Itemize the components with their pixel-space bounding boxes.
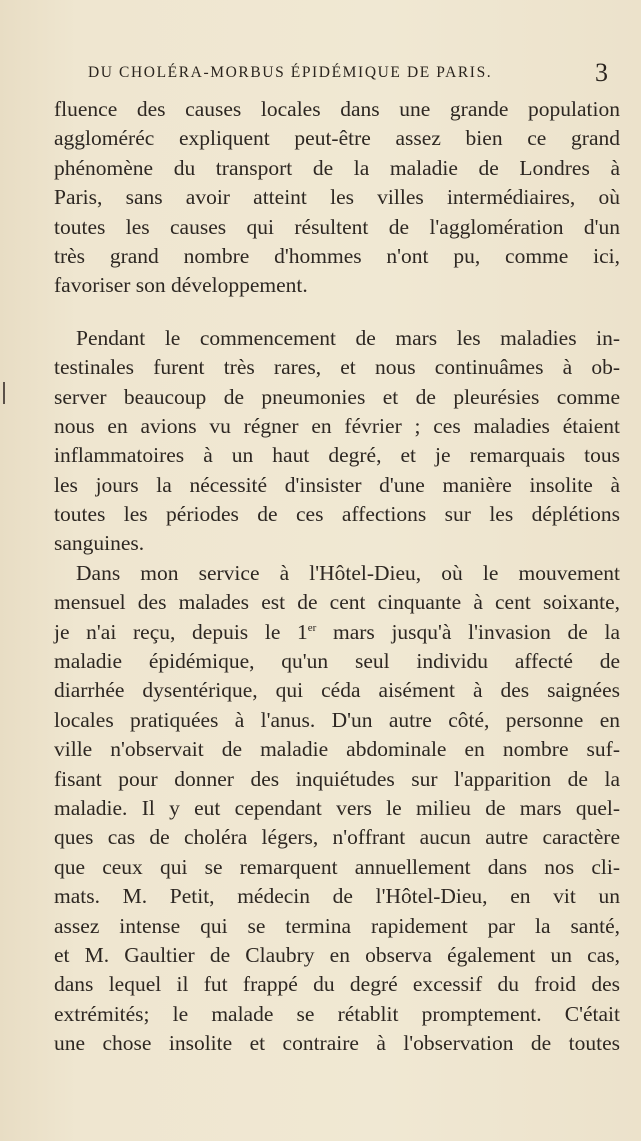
- page-header: [88, 58, 608, 92]
- paragraph-2: [54, 324, 620, 559]
- text-line: sanguines.: [54, 531, 145, 556]
- text-line: toutes les causes qui résultent de l'agglomération d'un: [54, 214, 620, 239]
- text-line: favoriser son développement.: [54, 273, 308, 298]
- text-line: maladie épidémique, qu'un seul individu affecté de: [54, 649, 620, 674]
- text-line: Dans mon service à l'Hôtel-Dieu, où le mouvement: [76, 560, 620, 585]
- text-line: server beaucoup de pneumonies et de pleurésies comme: [54, 384, 620, 409]
- text-line: toutes les périodes de ces affections sur les déplétions: [54, 502, 620, 527]
- text-line: locales pratiquées à l'anus. D'un autre côté, personne en: [54, 707, 620, 732]
- text-line: une chose insolite et contraire à l'observation de toutes: [54, 1031, 620, 1056]
- text-line: assez intense qui se termina rapidement par la santé,: [54, 913, 620, 938]
- page-number: 3: [595, 58, 608, 87]
- paragraph-3: [54, 559, 620, 1059]
- body-text: [54, 95, 620, 1059]
- text-line: fisant pour donner des inquiétudes sur l'apparition de la: [54, 766, 620, 791]
- text-line: mensuel des malades est de cent cinquante à cent soixante,: [54, 590, 620, 615]
- text-line: phénomène du transport de la maladie de Londres à: [54, 155, 620, 180]
- text-line: ville n'observait de maladie abdominale en nombre suf-: [54, 737, 620, 762]
- running-head: DU CHOLÉRA-MORBUS ÉPIDÉMIQUE DE PARIS.: [88, 64, 493, 81]
- text-line: aggloméréc expliquent peut-être assez bien ce grand: [54, 126, 620, 151]
- text-line: maladie. Il y eut cependant vers le milieu de mars quel-: [54, 795, 620, 820]
- text-line: je n'ai reçu, depuis le 1er mars jusqu'à l'invasion de la: [54, 619, 620, 644]
- text-line: inflammatoires à un haut degré, et je remarquais tous: [54, 443, 620, 468]
- text-line: Paris, sans avoir atteint les villes intermédiaires, où: [54, 185, 620, 210]
- text-line: Pendant le commencement de mars les maladies in-: [76, 325, 620, 350]
- text-line: extrémités; le malade se rétablit promptement. C'était: [54, 1001, 620, 1026]
- text-line: diarrhée dysentérique, qui céda aisément à des saignées: [54, 678, 620, 703]
- paragraph-1: [54, 95, 620, 301]
- text-line: dans lequel il fut frappé du degré excessif du froid des: [54, 972, 620, 997]
- text-line: ques cas de choléra légers, n'offrant aucun autre caractère: [54, 825, 620, 850]
- paragraph-gap: [54, 301, 620, 324]
- text-line: fluence des causes locales dans une grande population: [54, 97, 620, 121]
- text-line: nous en avions vu régner en février ; ces maladies étaient: [54, 413, 620, 438]
- text-line: mats. M. Petit, médecin de l'Hôtel-Dieu, en vit un: [54, 884, 620, 909]
- text-line: que ceux qui se remarquent annuellement dans nos cli-: [54, 854, 620, 879]
- text-line: les jours la nécessité d'insister d'une manière insolite à: [54, 472, 620, 497]
- text-line: et M. Gaultier de Claubry en observa également un cas,: [54, 942, 620, 967]
- text-line: très grand nombre d'hommes n'ont pu, comme ici,: [54, 243, 620, 268]
- text-line: testinales furent très rares, et nous continuâmes à ob-: [54, 355, 620, 380]
- margin-mark: [3, 382, 5, 404]
